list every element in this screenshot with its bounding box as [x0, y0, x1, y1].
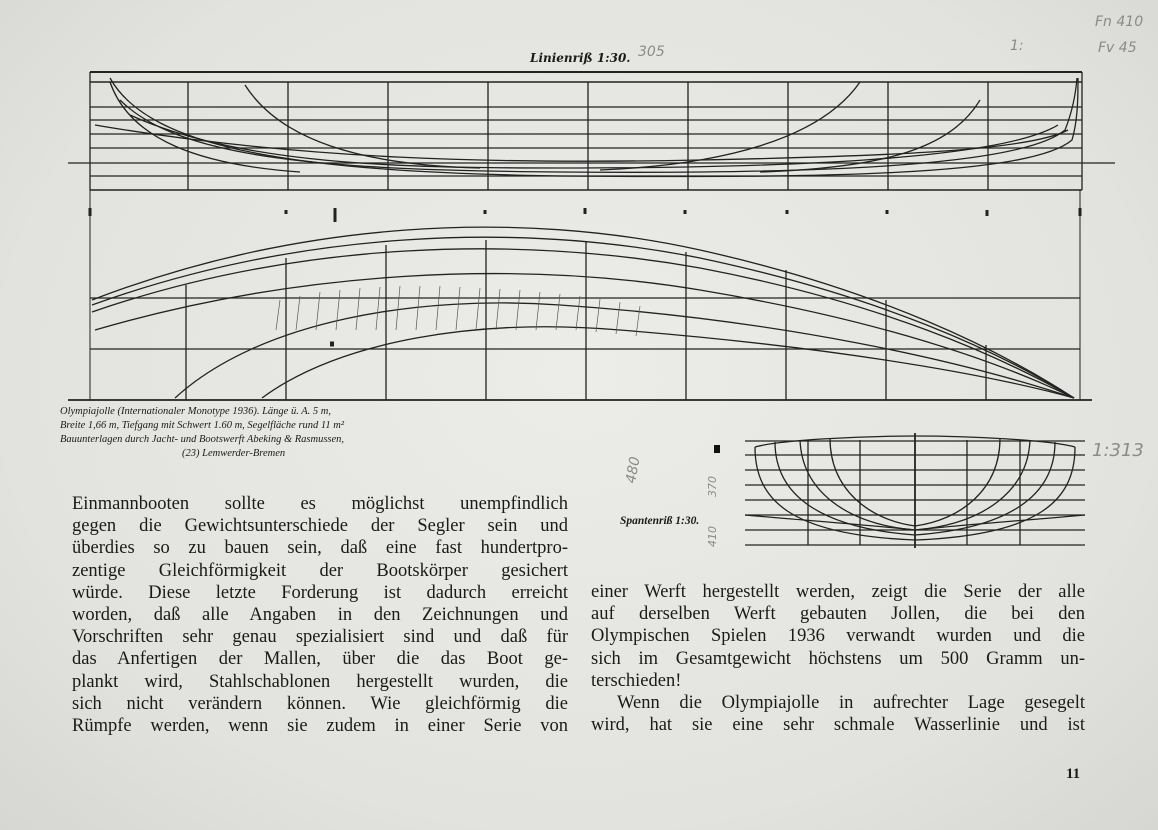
- text-line: sich im Gesamtgewicht höchstens um 500 Gramm un-: [591, 648, 1085, 669]
- pencil-note: 370: [706, 476, 719, 497]
- text-line: sich nicht verändern können. Wie gleichförmig die: [72, 693, 568, 714]
- lines-plan-title: Linienriß 1:30.: [530, 51, 631, 65]
- profile-view: [68, 72, 1115, 190]
- section-plan-title: Spantenriß 1:30.: [620, 515, 700, 527]
- text-line: würde. Diese letzte Forderung ist dadurch erreicht: [72, 582, 568, 603]
- text-line: Einmannbooten sollte es möglichst unempfindlich: [72, 494, 568, 514]
- caption-line: Breite 1,66 m, Tiefgang mit Schwert 1.60 m, Segelfläche rund 11 m²: [60, 420, 344, 431]
- caption-line: Olympiajolle (Internationaler Monotype 1936). Länge ü. A. 5 m,: [60, 406, 332, 417]
- text-line: Vorschriften sehr genau spezialisiert sind und daß für: [72, 627, 568, 648]
- station-marks: [90, 208, 1080, 222]
- text-line: Wenn die Olympiajolle in aufrechter Lage gesegelt: [617, 692, 1085, 713]
- text-column-left: [72, 493, 568, 737]
- text-line: zentige Gleichförmigkeit der Bootskörper gesichert: [72, 560, 568, 581]
- pencil-note: Fn 410: [1095, 14, 1144, 30]
- text-line: terschieden!: [591, 670, 682, 691]
- half-breadth-view: [68, 227, 1092, 400]
- text-line: Rümpfe werden, wenn sie zudem in einer Serie von: [72, 715, 568, 736]
- text-line: überdies so zu bauen sein, daß eine fast hundertpro-: [72, 538, 568, 559]
- pencil-note: 480: [623, 455, 644, 485]
- text-line: das Anfertigen der Mallen, über die das Boot ge-: [72, 649, 568, 670]
- caption-line: Bauunterlagen durch Jacht- und Bootswerft Abeking & Rasmussen,: [60, 434, 345, 445]
- text-line: einer Werft hergestellt werden, zeigt die Serie der alle: [591, 582, 1085, 602]
- pencil-note: Fv 45: [1098, 40, 1137, 56]
- page-number: 11: [1066, 766, 1081, 782]
- text-line: auf derselben Werft gebauten Jollen, die bei den: [591, 604, 1085, 625]
- pencil-note: 305: [638, 44, 665, 60]
- pencil-note: 1:313: [1092, 440, 1144, 461]
- caption-line: (23) Lemwerder-Bremen: [182, 448, 286, 459]
- text-line: wird, hat sie eine sehr schmale Wasserlinie und ist: [591, 715, 1085, 736]
- text-line: worden, daß alle Angaben in den Zeichnungen und: [72, 604, 568, 625]
- text-column-right: [591, 581, 1085, 736]
- pencil-note: 1:: [1010, 38, 1024, 54]
- text-line: Olympischen Spielen 1936 verwandt wurden und die: [591, 626, 1085, 647]
- text-line: plankt wird, Stahlschablonen hergestellt wurden, die: [72, 671, 568, 692]
- text-line: gegen die Gewichtsunterschiede der Segler sein und: [72, 516, 568, 537]
- pencil-note: 410: [706, 526, 719, 547]
- section-view: [714, 433, 1085, 548]
- figure-caption: [60, 405, 510, 461]
